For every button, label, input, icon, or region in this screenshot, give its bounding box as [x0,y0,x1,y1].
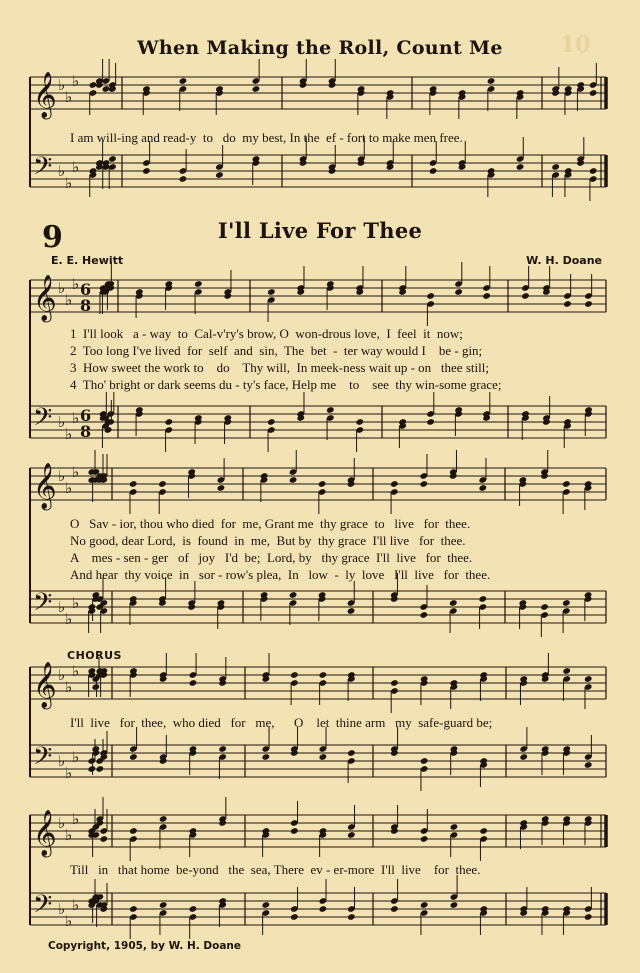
flat-icon: ♭ [58,279,66,297]
note-head [426,292,435,300]
note-head [584,300,593,308]
note-head [562,480,571,488]
note-head [478,595,487,603]
note-head [87,765,96,773]
treble-clef-icon: 𝄞 [33,275,57,321]
author-credit: E. E. Hewitt [51,254,124,267]
note-head [262,753,271,761]
note-head [419,611,428,619]
treble-clef-icon: 𝄞 [33,810,57,856]
verse-line-4a: 4 Tho' bright or dark seems du - ty's face, Help me to see thy win-some grace; [70,377,502,392]
note-head [319,905,328,913]
note-head [487,77,496,85]
flat-icon: ♭ [58,666,66,684]
flat-icon: ♭ [58,752,66,770]
note-head [289,591,298,599]
flat-icon: ♭ [72,662,80,680]
note-head [419,480,428,488]
note-head [429,167,438,175]
note-head [159,815,168,823]
note-head [95,765,104,773]
time-signature-denominator: 8 [80,422,92,441]
note-head [584,675,593,683]
flat-icon: ♭ [72,748,80,766]
note-head [420,757,429,765]
time-signature-denominator: 8 [80,296,92,315]
flat-icon: ♭ [72,409,80,427]
note-head [89,81,98,89]
note-head [449,599,458,607]
bass-clef-icon: 𝄢 [33,403,53,438]
note-head [482,292,491,300]
flat-icon: ♭ [65,826,73,844]
note-head [179,175,188,183]
bass-clef-icon: 𝄢 [33,890,53,925]
note-head [290,827,299,835]
note-head [194,280,203,288]
copyright-notice: Copyright, 1905, by W. H. Doane [48,940,242,952]
flat-icon: ♭ [58,162,66,180]
flat-icon: ♭ [72,275,80,293]
flat-icon: ♭ [65,764,73,782]
note-head [347,749,356,757]
note-head [420,835,429,843]
flat-icon: ♭ [65,610,73,628]
note-head [91,683,100,691]
note-head [355,418,364,426]
bass-clef-icon: 𝄢 [33,742,53,777]
flat-icon: ♭ [72,463,80,481]
note-head [584,761,593,769]
note-head [290,671,299,679]
note-head [252,85,261,93]
time-signature-numerator: 6 [80,406,92,425]
note-head [108,155,117,163]
flat-icon: ♭ [58,467,66,485]
flat-icon: ♭ [58,76,66,94]
flat-icon: ♭ [65,174,73,192]
note-head [318,480,327,488]
treble-clef-icon: 𝄞 [33,72,57,118]
verse-line-1b: O Sav - ior, thou who died for me, Grant me thy grace to live for thee. [70,516,471,531]
note-head [319,671,328,679]
note-head [589,89,598,97]
note-head [426,418,435,426]
note-head [479,827,488,835]
note-head [584,913,593,921]
note-head [267,418,276,426]
treble-clef-icon: 𝄞 [33,662,57,708]
flat-icon: ♭ [65,291,73,309]
note-head [179,77,188,85]
note-head [347,831,356,839]
note-head [540,603,549,611]
note-head [319,753,328,761]
note-head [159,901,168,909]
hymn-number: 9 [42,220,63,255]
chorus-line-2: Till in that home be-yond the sea, There ev - er-more I'll live for thee. [70,862,481,877]
note-head [420,901,429,909]
note-head [551,163,560,171]
note-head [290,913,299,921]
note-head [390,480,399,488]
note-head [562,599,571,607]
note-head [129,753,138,761]
note-head [347,913,356,921]
note-head [142,167,151,175]
note-head [215,171,224,179]
note-head [589,167,598,175]
previous-hymn-lyric: I am will-ing and read-y to do my best, In the ef - fort to make men free. [70,130,463,145]
time-signature-numerator: 6 [80,280,92,299]
note-head [521,292,530,300]
flat-icon: ♭ [65,678,73,696]
note-head [347,607,356,615]
note-head [129,827,138,835]
note-head [562,667,571,675]
note-head [158,480,167,488]
flat-icon: ♭ [72,896,80,914]
note-head [217,484,226,492]
note-head [189,679,198,687]
previous-hymn-title: When Making the Roll, Count Me [137,37,503,59]
chorus-line-1: I'll live for thee, who died for me, O let thine arm my safe-guard be; [70,715,493,730]
note-head [326,406,335,414]
note-head [129,905,138,913]
note-head [516,163,525,171]
chorus-label: CHORUS [67,649,122,662]
verse-line-3a: 3 How sweet the work to do Thy will, In meek-ness wait up - on thee still; [70,360,489,375]
bass-clef-icon: 𝄢 [33,588,53,623]
flat-icon: ♭ [72,810,80,828]
note-head [189,905,198,913]
note-head [450,901,459,909]
flat-icon: ♭ [58,598,66,616]
verse-line-2a: 2 Too long I've lived for self and sin, The bet - ter way would I be - gin; [70,343,483,358]
flat-icon: ♭ [72,594,80,612]
note-head [289,476,298,484]
note-head [102,85,111,93]
note-head [454,288,463,296]
note-head [99,835,108,843]
note-head [218,745,227,753]
verse-line-3b: A mes - sen - ger of joy I'd be; Lord, by thy grace I'll live for thee. [70,550,473,565]
note-head [390,679,399,687]
bass-clef-icon: 𝄢 [33,152,53,187]
flat-icon: ♭ [72,72,80,90]
verse-line-2b: No good, dear Lord, is found in me, But by thy grace I'll live for thee. [70,533,466,548]
note-head [164,418,173,426]
flat-icon: ♭ [58,900,66,918]
flat-icon: ♭ [58,814,66,832]
flat-icon: ♭ [65,425,73,443]
hymn-title: I'll Live For Thee [217,218,423,243]
flat-icon: ♭ [65,479,73,497]
note-head [390,905,399,913]
note-head [519,753,528,761]
composer-credit: W. H. Doane [526,254,602,267]
flat-icon: ♭ [65,88,73,106]
note-head [450,823,459,831]
flat-icon: ♭ [58,413,66,431]
verse-line-4b: And hear thy voice in sor - row's plea, In low - ly love I'll live for thee. [70,567,491,582]
flat-icon: ♭ [72,158,80,176]
page-number: 10 [560,32,591,58]
note-head [267,288,276,296]
note-head [129,480,138,488]
verse-line-1a: 1 I'll look a - way to Cal-v'ry's brow, O won-drous love, I feel it now; [70,326,463,341]
note-head [563,300,572,308]
flat-icon: ♭ [65,912,73,930]
treble-clef-icon: 𝄞 [33,463,57,509]
note-head [262,901,271,909]
note-head [478,484,487,492]
